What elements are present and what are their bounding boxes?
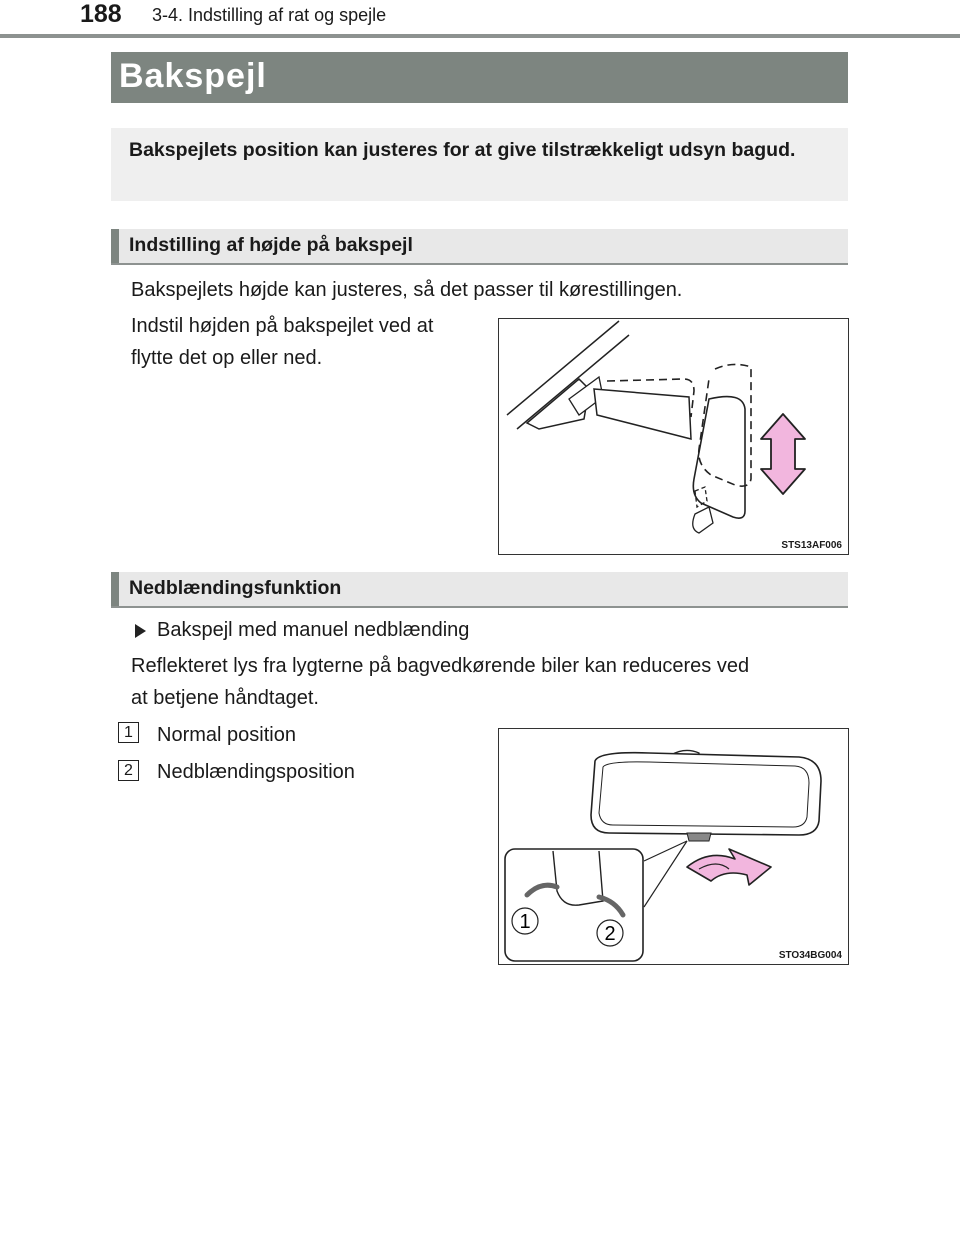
mirror-dimming-illustration (499, 729, 848, 964)
page-number: 188 (80, 0, 122, 28)
section-heading-text: Nedblændingsfunktion (129, 577, 342, 599)
section1-paragraph1: Bakspejlets højde kan justeres, så det passer til kørestillingen. (131, 279, 683, 301)
heading-marker (111, 229, 119, 263)
section1-paragraph2-line1: Indstil højden på bakspejlet ved at (131, 315, 434, 337)
section2-paragraph-line1: Reflekteret lys fra lygterne på bagvedkørende biler kan reduceres ved (131, 655, 750, 677)
item-label-normal: Normal position (157, 724, 296, 746)
mirror-height-illustration (499, 319, 848, 554)
intro-text: Bakspejlets position kan justeres for at give tilstrækkeligt udsyn bagud. (129, 139, 796, 161)
figure-code: STS13AF006 (781, 540, 842, 551)
mirror-height-figure (498, 318, 849, 555)
item-number-badge: 1 (118, 722, 139, 743)
bullet-triangle-icon (135, 624, 146, 638)
callout-1: 1 (519, 911, 531, 933)
section2-bullet: Bakspejl med manuel nedblænding (157, 619, 470, 641)
item-number-badge: 2 (118, 760, 139, 781)
item-label-dimming: Nedblændingsposition (157, 761, 355, 783)
section2-paragraph-line2: at betjene håndtaget. (131, 687, 319, 709)
header-rule (0, 34, 960, 38)
chapter-title: 3-4. Indstilling af rat og spejle (152, 5, 387, 25)
mirror-dimming-figure (498, 728, 849, 965)
title-bar (111, 52, 848, 103)
callout-2: 2 (604, 923, 616, 945)
figure-code: STO34BG004 (778, 950, 842, 961)
heading-marker (111, 572, 119, 606)
section1-paragraph2-line2: flytte det op eller ned. (131, 347, 323, 369)
intro-box (111, 128, 848, 201)
section-heading-dimming (111, 572, 848, 608)
section-heading-text: Indstilling af højde på bakspejl (129, 234, 413, 256)
page-title: Bakspejl (119, 57, 267, 95)
section-heading-height (111, 229, 848, 265)
